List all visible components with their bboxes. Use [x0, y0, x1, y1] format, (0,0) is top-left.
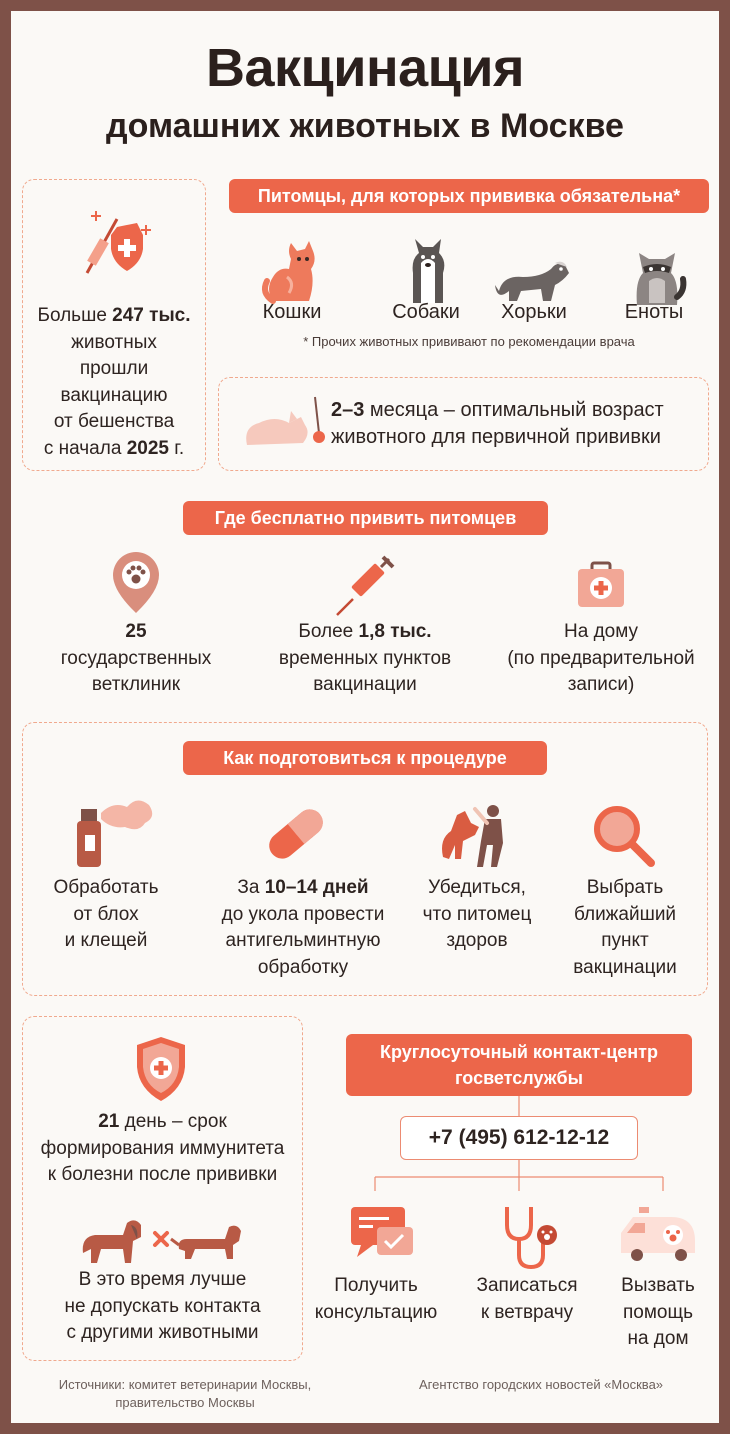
- chat-bubble-icon: [349, 1205, 417, 1265]
- home-visit-line2: помощь: [622, 1301, 694, 1323]
- stats-line6-post: г.: [168, 437, 185, 459]
- stats-line1-pre: Больше: [37, 305, 113, 326]
- immunity-line3: к болезни после прививки: [47, 1164, 278, 1185]
- infographic-sheet: [11, 11, 719, 1423]
- consult-line1: Получить: [334, 1275, 418, 1296]
- points-line2: временных пунктов: [278, 647, 452, 669]
- step1-line3: и клещей: [64, 930, 148, 951]
- mandatory-footnote: * Прочих животных прививают по рекомендации врача: [303, 334, 635, 349]
- home-line2: (по предварительной: [507, 647, 695, 669]
- clinic-line3: ветклиник: [91, 674, 181, 695]
- advice-line1: В это время лучше: [78, 1269, 247, 1290]
- home-line1: На дому: [564, 621, 638, 642]
- mandatory-heading: Питомцы, для которых прививка обязательна*: [229, 179, 709, 213]
- stethoscope-icon: [499, 1205, 563, 1273]
- step2-line1-pre: За: [237, 877, 265, 898]
- step2-line2: до укола провести: [221, 903, 385, 925]
- page-subtitle: домашних животных в Москве: [106, 107, 624, 145]
- animal-label-dogs: Собаки: [392, 301, 460, 323]
- step1-line2: от блох: [73, 903, 139, 925]
- animal-label-ferrets: Хорьки: [501, 301, 567, 323]
- home-line3: записи): [567, 674, 635, 695]
- clinic-count: 25: [125, 621, 147, 642]
- step3-line1: Убедиться,: [428, 877, 526, 898]
- stats-line4: вакцинацию: [60, 384, 168, 406]
- phone-number[interactable]: +7 (495) 612-12-12: [400, 1116, 638, 1160]
- step2-days: 10–14 дней: [264, 877, 369, 898]
- immunity-days: 21: [98, 1111, 120, 1132]
- book-line2: к ветврачу: [480, 1301, 574, 1323]
- contact-heading-line1: Круглосуточный контакт-центр: [380, 1042, 658, 1062]
- option-consult[interactable]: [311, 1273, 441, 1326]
- agency-credit: Агентство городских новостей «Москва»: [418, 1377, 664, 1392]
- page-title: Вакцинация: [206, 38, 524, 98]
- points-line1-pre: Более: [298, 621, 359, 642]
- step4-line4: вакцинации: [573, 956, 677, 978]
- ambulance-icon: [619, 1207, 697, 1267]
- stats-count: 247 тыс.: [112, 305, 191, 326]
- step2-line4: обработку: [257, 956, 349, 978]
- clinic-line2: государственных: [60, 647, 212, 669]
- stats-year: 2025: [126, 437, 169, 459]
- book-line1: Записаться: [476, 1275, 578, 1296]
- step4-line2: ближайший: [573, 903, 677, 925]
- consult-line2: консультацию: [314, 1301, 438, 1323]
- stats-line3: прошли: [79, 358, 149, 379]
- advice-line3: с другими животными: [66, 1322, 259, 1343]
- home-visit-line3: на дом: [627, 1328, 689, 1349]
- step2-line3: антигельминтную: [225, 930, 381, 951]
- points-line3: вакцинации: [313, 674, 417, 695]
- age-range: 2–3: [331, 399, 365, 421]
- option-home-visit[interactable]: [603, 1273, 713, 1353]
- sources-line1: Источники: комитет ветеринарии Москвы,: [58, 1377, 312, 1392]
- home-visit-line1: Вызвать: [621, 1275, 695, 1296]
- animal-label-raccoons: Еноты: [624, 301, 684, 323]
- stats-line2: животных: [71, 331, 157, 353]
- sources: [35, 1376, 335, 1412]
- prepare-heading: Как подготовиться к процедуре: [183, 741, 547, 775]
- age-line2: животного для первичной прививки: [331, 425, 661, 448]
- stats-line6-pre: с начала: [43, 437, 127, 459]
- stats-line5: от бешенства: [53, 411, 175, 432]
- age-line1: месяца – оптимальный возраст: [364, 399, 664, 421]
- points-count: 1,8 тыс.: [358, 621, 432, 642]
- sources-line2: правительство Москвы: [115, 1395, 255, 1410]
- immunity-line2: формирования иммунитета: [40, 1137, 285, 1159]
- animal-label-cats: Кошки: [262, 301, 322, 323]
- where-heading: Где бесплатно привить питомцев: [183, 501, 548, 535]
- step3-line3: здоров: [446, 930, 508, 951]
- option-book-vet[interactable]: [463, 1273, 591, 1326]
- immunity-line1: день – срок: [119, 1111, 227, 1132]
- step4-line3: пункт: [601, 930, 649, 951]
- contact-heading-line2: госветслужбы: [455, 1068, 583, 1088]
- step3-line2: что питомец: [422, 903, 532, 925]
- advice-line2: не допускать контакта: [64, 1295, 261, 1317]
- step4-line1: Выбрать: [586, 877, 664, 898]
- step1-line1: Обработать: [53, 877, 159, 898]
